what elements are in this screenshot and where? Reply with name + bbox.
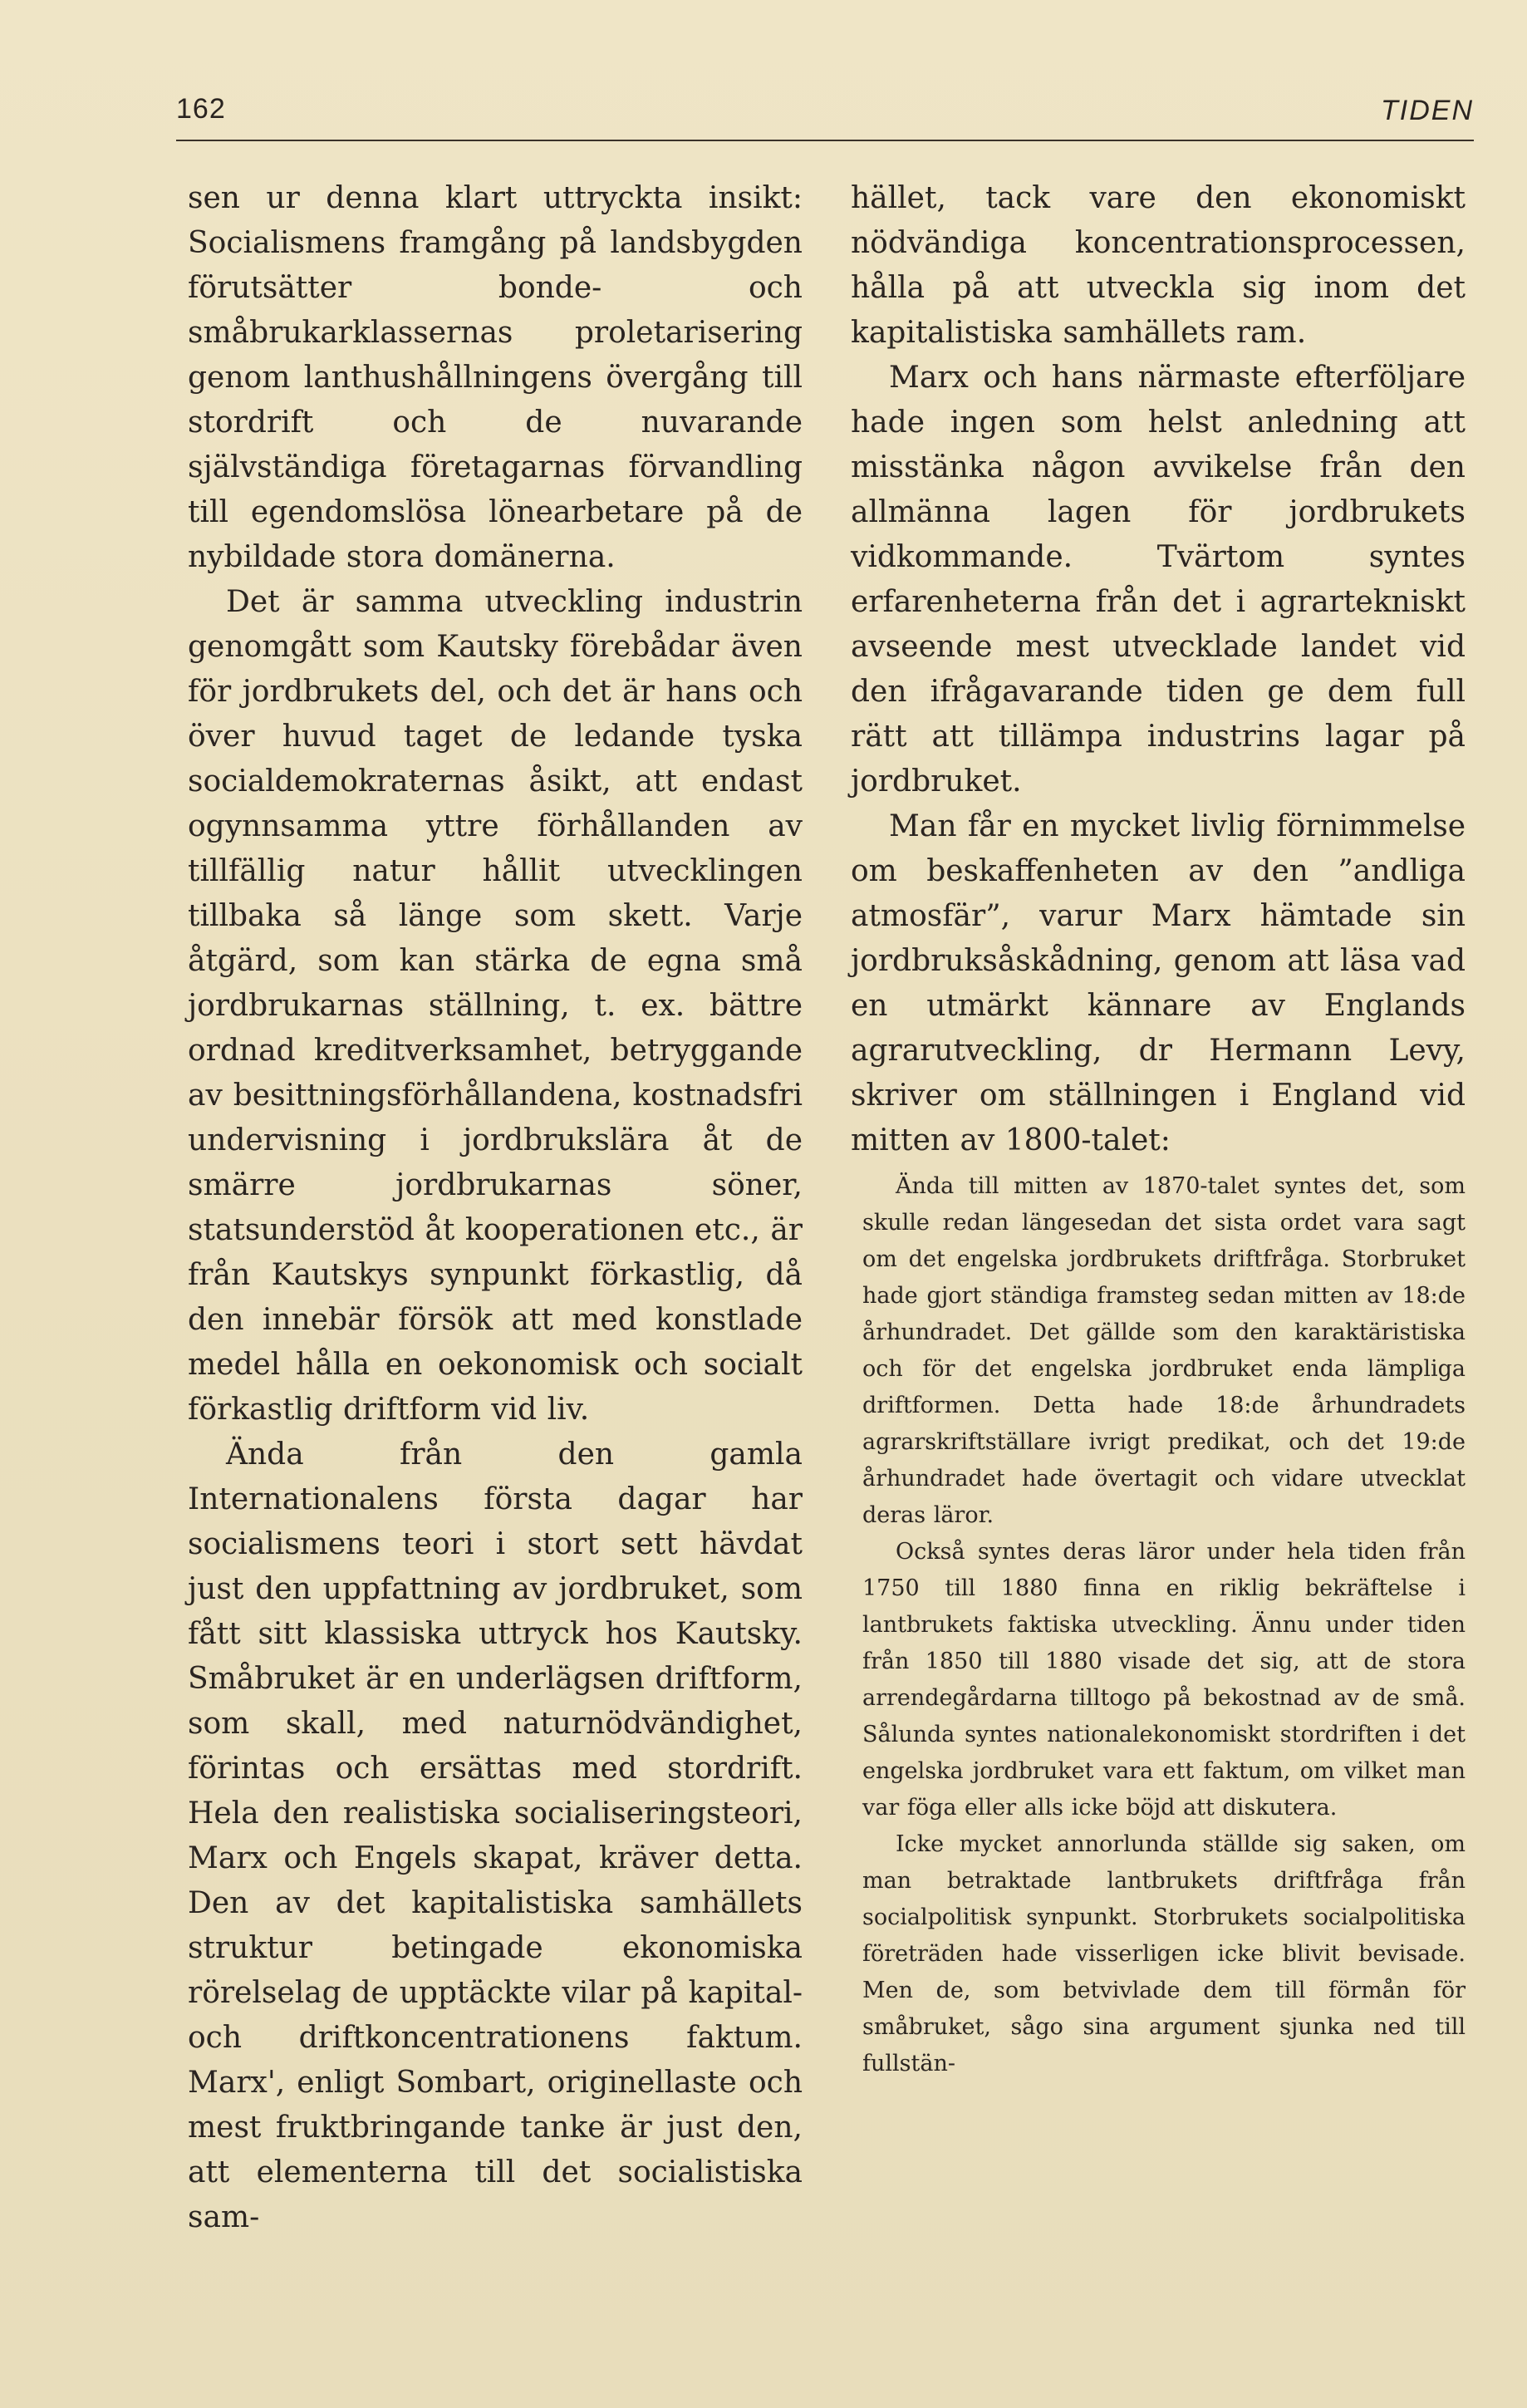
right-column (851, 176, 1466, 2082)
quote-paragraph: Ända till mitten av 1870-talet syntes det, som skulle redan längesedan det sista ordet vara sagt om det engelska jordbrukets driftfråga. Storbruket hade gjort ständiga framsteg sedan mitten av 18:de århundradet. Det gällde som den karaktäristiska och för det engelska jordbruket enda lämpliga driftformen. Detta hade 18:de århundradets agrarskriftställare ivrigt predikat, och det 19:de århundradet hade övertagit och vidare utvecklat deras läror. (862, 1173, 1466, 1528)
quote-paragraph: Icke mycket annorlunda ställde sig saken, om man betraktade lantbrukets driftfråga från socialpolitisk synpunkt. Storbrukets socialpolitiska företräden hade visserligen icke blivit bevisade. Men de, som betvivlade dem till förmån för småbruket, sågo sina argument sjunka ned till fullstän- (862, 1831, 1466, 2076)
paragraph: Marx och hans närmaste efterföljare hade ingen som helst anledning att misstänka någon avvikelse från den allmänna lagen för jordbrukets vidkommande. Tvärtom syntes erfarenheterna från det i agrartekniskt avseende mest utvecklade landet vid den ifrågavarande tiden ge dem full rätt att tillämpa industrins lagar på jordbruket. (851, 361, 1466, 799)
block-quote (851, 1168, 1466, 2082)
page-number: 162 (176, 93, 226, 125)
running-title: TIDEN (1381, 95, 1474, 126)
quote-paragraph: Också syntes deras läror under hela tiden från 1750 till 1880 finna en riklig bekräftelse i lantbrukets faktiska utveckling. Ännu under tiden från 1850 till 1880 visade det sig, att de stora arrendegårdarna tilltogo på bekostnad av de små. Sålunda syntes nationalekonomiskt stordriften i det engelska jordbruket vara ett faktum, om vilket man var föga eller alls icke böjd att diskutera. (862, 1539, 1466, 1821)
paragraph: Det är samma utveckling industrin genomgått som Kautsky förebådar även för jordbrukets del, och det är hans och över huvud taget de ledande tyska socialdemokraternas åsikt, att endast ogynnsamma yttre förhållanden av tillfällig natur hållit utvecklingen tillbaka så länge som skett. Varje åtgärd, som kan stärka de egna små jordbrukarnas ställning, t. ex. bättre ordnad kreditverksamhet, betryggande av besittningsförhållandena, kostnadsfri undervisning i jordbrukslära åt de smärre jordbrukarnas söner, statsunderstöd åt kooperationen etc., är från Kautskys synpunkt förkastlig, då den innebär försök att med konstlade medel hålla en oekonomisk och socialt förkastlig driftform vid liv. (188, 585, 803, 1427)
paragraph: Ända från den gamla Internationalens första dagar har socialismens teori i stort sett hävdat just den uppfattning av jordbruket, som fått sitt klassiska uttryck hos Kautsky. Småbruket är en underlägsen driftform, som skall, med naturnödvändighet, förintas och ersättas med stordrift. Hela den realistiska socialiseringsteori, Marx och Engels skapat, kräver detta. Den av det kapitalistiska samhällets struktur betingade ekonomiska rörelselag de upptäckte vilar på kapital- och driftkoncentrationens faktum. Marx', enligt Sombart, originellaste och mest fruktbringande tanke är just den, att elementerna till det socialistiska sam- (188, 1437, 803, 2234)
paragraph: sen ur denna klart uttryckta insikt: Socialismens framgång på landsbygden förutsätter bonde- och småbrukarklassernas proletarisering genom lanthushållningens övergång till stordrift och de nuvarande självständiga företagarnas förvandling till egendomslösa lönearbetare på de nybildade stora domänerna. (188, 181, 803, 574)
left-column (188, 176, 803, 2240)
header-rule (176, 140, 1474, 141)
page-header (176, 93, 1474, 138)
paragraph: hället, tack vare den ekonomiskt nödvändiga koncentrationsprocessen, hålla på att utveckla sig inom det kapitalistiska samhällets ram. (851, 181, 1466, 350)
paragraph: Man får en mycket livlig förnimmelse om beskaffenheten av den ”andliga atmosfär”, varur Marx hämtade sin jordbruksåskådning, genom att läsa vad en utmärkt kännare av Englands agrarutveckling, dr Hermann Levy, skriver om ställningen i England vid mitten av 1800-talet: (851, 809, 1466, 1157)
